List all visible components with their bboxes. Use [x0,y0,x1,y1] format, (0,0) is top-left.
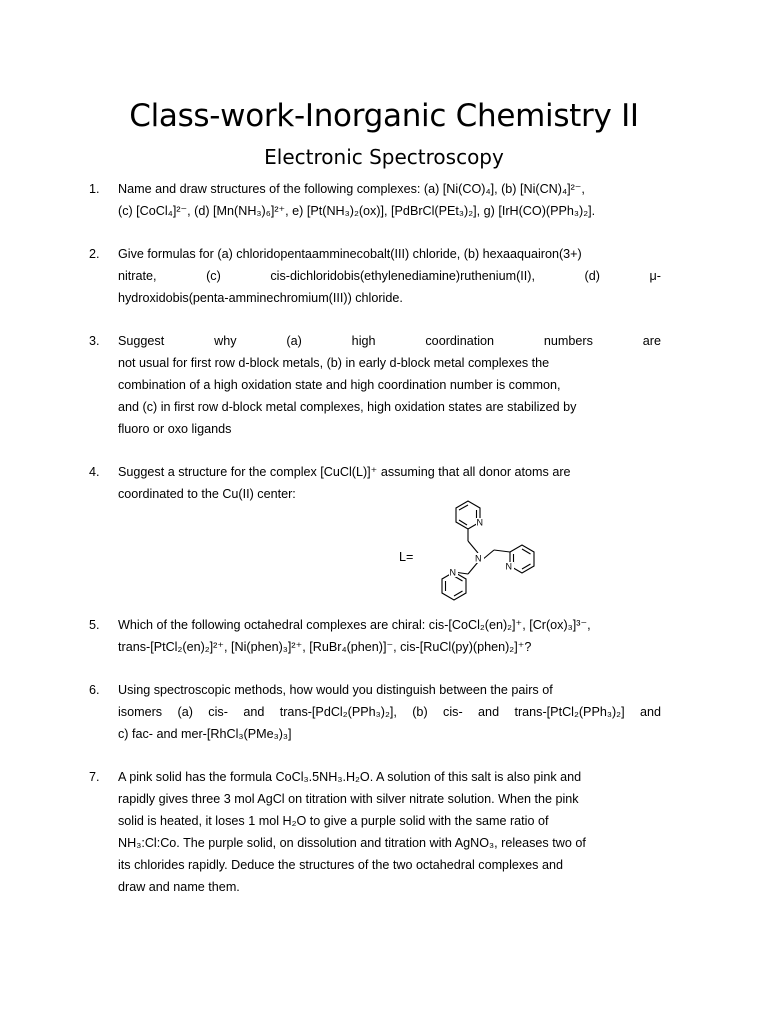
question-number: 4. [89,465,100,479]
question-line: solid is heated, it loses 1 mol H₂O to give a purple solid with the same ratio of [118,814,549,828]
ligand-structure-diagram [396,498,546,616]
question-number: 6. [89,683,100,697]
question-number: 3. [89,334,100,348]
page-subtitle: Electronic Spectroscopy [264,145,504,169]
question-number: 2. [89,247,100,261]
page-title: Class-work-Inorganic Chemistry II [129,98,639,134]
question-number: 1. [89,182,100,196]
ligand-label: L= [399,550,414,564]
question-line: Using spectroscopic methods, how would you distinguish between the pairs of [118,683,553,697]
question-line: combination of a high oxidation state and high coordination number is common, [118,378,561,392]
question-1 [89,178,661,222]
question-line: trans-[PtCl₂(en)₂]²⁺, [Ni(phen)₃]²⁺, [RuBr₄(phen)]⁻, cis-[RuCl(py)(phen)₂]⁺? [118,640,532,654]
question-2 [89,243,661,309]
atom-label-n: N [475,553,482,564]
question-line: rapidly gives three 3 mol AgCl on titration with silver nitrate solution. When the pink [118,792,579,806]
question-4 [89,461,661,505]
question-line: Give formulas for (a) chloridopentaamminecobalt(III) chloride, (b) hexaaquairon(3+) [118,247,582,261]
question-line: not usual for first row d-block metals, (b) in early d-block metal complexes the [118,356,550,370]
question-line: coordinated to the Cu(II) center: [118,487,296,501]
question-line: and (c) in first row d-block metal complexes, high oxidation states are stabilized by [118,400,577,414]
atom-label-n: N [505,561,512,572]
question-6 [89,679,661,745]
question-line: isomers (a) cis- and trans-[PdCl₂(PPh₃)₂], (b) cis- and trans-[PtCl₂(PPh₃)₂] and [118,705,661,719]
question-line: (c) [CoCl₄]²⁻, (d) [Mn(NH₃)₆]²⁺, e) [Pt(NH₃)₂(ox)], [PdBrCl(PEt₃)₂], g) [IrH(CO)(PPh₃)₂]. [118,204,596,218]
question-line: hydroxidobis(penta-amminechromium(III)) chloride. [118,291,403,305]
question-line: A pink solid has the formula CoCl₃.5NH₃.H₂O. A solution of this salt is also pink and [118,770,582,784]
question-line: its chlorides rapidly. Deduce the structures of the two octahedral complexes and [118,858,563,872]
question-line: Which of the following octahedral complexes are chiral: cis-[CoCl₂(en)₂]⁺, [Cr(ox)₃]³⁻, [118,618,591,632]
question-line: c) fac- and mer-[RhCl₃(PMe₃)₃] [118,727,292,741]
question-number: 5. [89,618,100,632]
question-3 [89,330,661,440]
question-7 [89,766,661,898]
question-line: nitrate, (c) cis-dichloridobis(ethylenediamine)ruthenium(II), (d) μ- [118,269,661,283]
question-line: Suggest why (a) high coordination numbers are [118,334,661,348]
question-number: 7. [89,770,100,784]
atom-label-n: N [476,517,483,528]
atom-label-n: N [449,567,456,578]
ligand-bonds [442,501,534,600]
question-line: Suggest a structure for the complex [CuCl(L)]⁺ assuming that all donor atoms are [118,465,571,479]
question-line: fluoro or oxo ligands [118,422,232,436]
question-line: Name and draw structures of the following complexes: (a) [Ni(CO)₄], (b) [Ni(CN)₄]²⁻, [118,182,585,196]
question-line: draw and name them. [118,880,240,894]
question-line: NH₃:Cl:Co. The purple solid, on dissolution and titration with AgNO₃, releases two of [118,836,586,850]
question-5 [89,614,661,658]
